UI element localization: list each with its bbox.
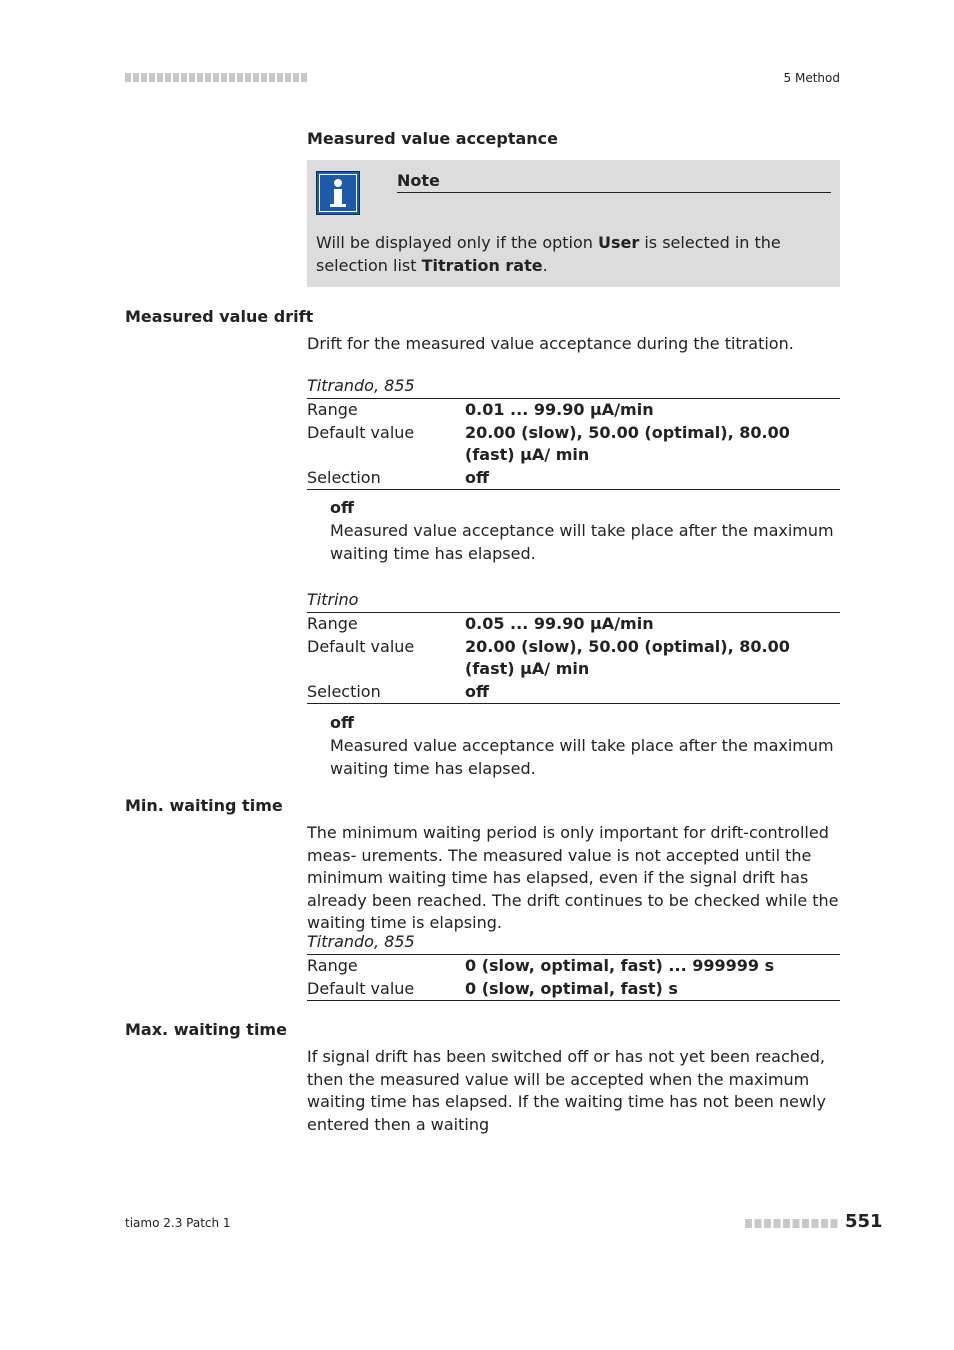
drift-description: Drift for the measured value acceptance during the titration.	[307, 334, 794, 353]
max-wait-heading: Max. waiting time	[125, 1020, 287, 1039]
section-title: Measured value acceptance	[307, 129, 559, 148]
table-caption: Titrando, 855	[307, 376, 415, 395]
table-row: Default value 20.00 (slow), 50.00 (optimal), 80.00 (fast) µA/ min	[307, 636, 790, 678]
table-row: Default value 0 (slow, optimal, fast) s	[307, 978, 678, 998]
note-box	[307, 160, 840, 287]
drift-table-titrando	[307, 398, 840, 490]
note-title: Note	[397, 171, 440, 190]
option-title: off	[330, 713, 354, 732]
table-row: Range 0.01 ... 99.90 µA/min	[307, 400, 654, 419]
info-icon	[316, 171, 360, 215]
drift-table-titrino	[307, 612, 840, 704]
drift-heading: Measured value drift	[125, 307, 314, 326]
page-number: 551	[845, 1211, 883, 1232]
table-row: Range 0 (slow, optimal, fast) ... 999999 s	[307, 956, 775, 975]
table-row: Selection off	[307, 467, 489, 487]
option-description: Measured value acceptance will take place after the maximum waiting time has elapsed.	[330, 521, 834, 563]
max-wait-description: If signal drift has been switched off or has not yet been reached, then the measured value will be accepted when the maximum waiting time has elapsed. If the waiting time has not been newly entered then a waiting	[307, 1047, 826, 1134]
note-text: Will be displayed only if the option User is selected in the selection list Titration rate.	[316, 233, 781, 275]
chapter-label: 5 Method	[783, 71, 840, 85]
min-wait-heading: Min. waiting time	[125, 796, 283, 815]
min-wait-table	[307, 954, 840, 1001]
header-decoration	[125, 73, 307, 82]
option-description: Measured value acceptance will take place after the maximum waiting time has elapsed.	[330, 736, 834, 778]
footer-decoration	[745, 1219, 839, 1228]
table-caption: Titrando, 855	[307, 932, 415, 951]
table-row: Range 0.05 ... 99.90 µA/min	[307, 614, 654, 633]
footer-product: tiamo 2.3 Patch 1	[125, 1216, 231, 1230]
table-row: Selection off	[307, 681, 489, 701]
min-wait-description: The minimum waiting period is only important for drift-controlled meas- urements. The measured value is not accepted until the minimum waiting time has elapsed, even if the signal drift has already been reached. The drift continues to be checked while the waiting time is elapsing.	[307, 823, 839, 932]
table-row: Default value 20.00 (slow), 50.00 (optimal), 80.00 (fast) µA/ min	[307, 422, 790, 464]
note-divider	[397, 192, 831, 193]
table-caption: Titrino	[307, 590, 359, 609]
option-title: off	[330, 498, 354, 517]
